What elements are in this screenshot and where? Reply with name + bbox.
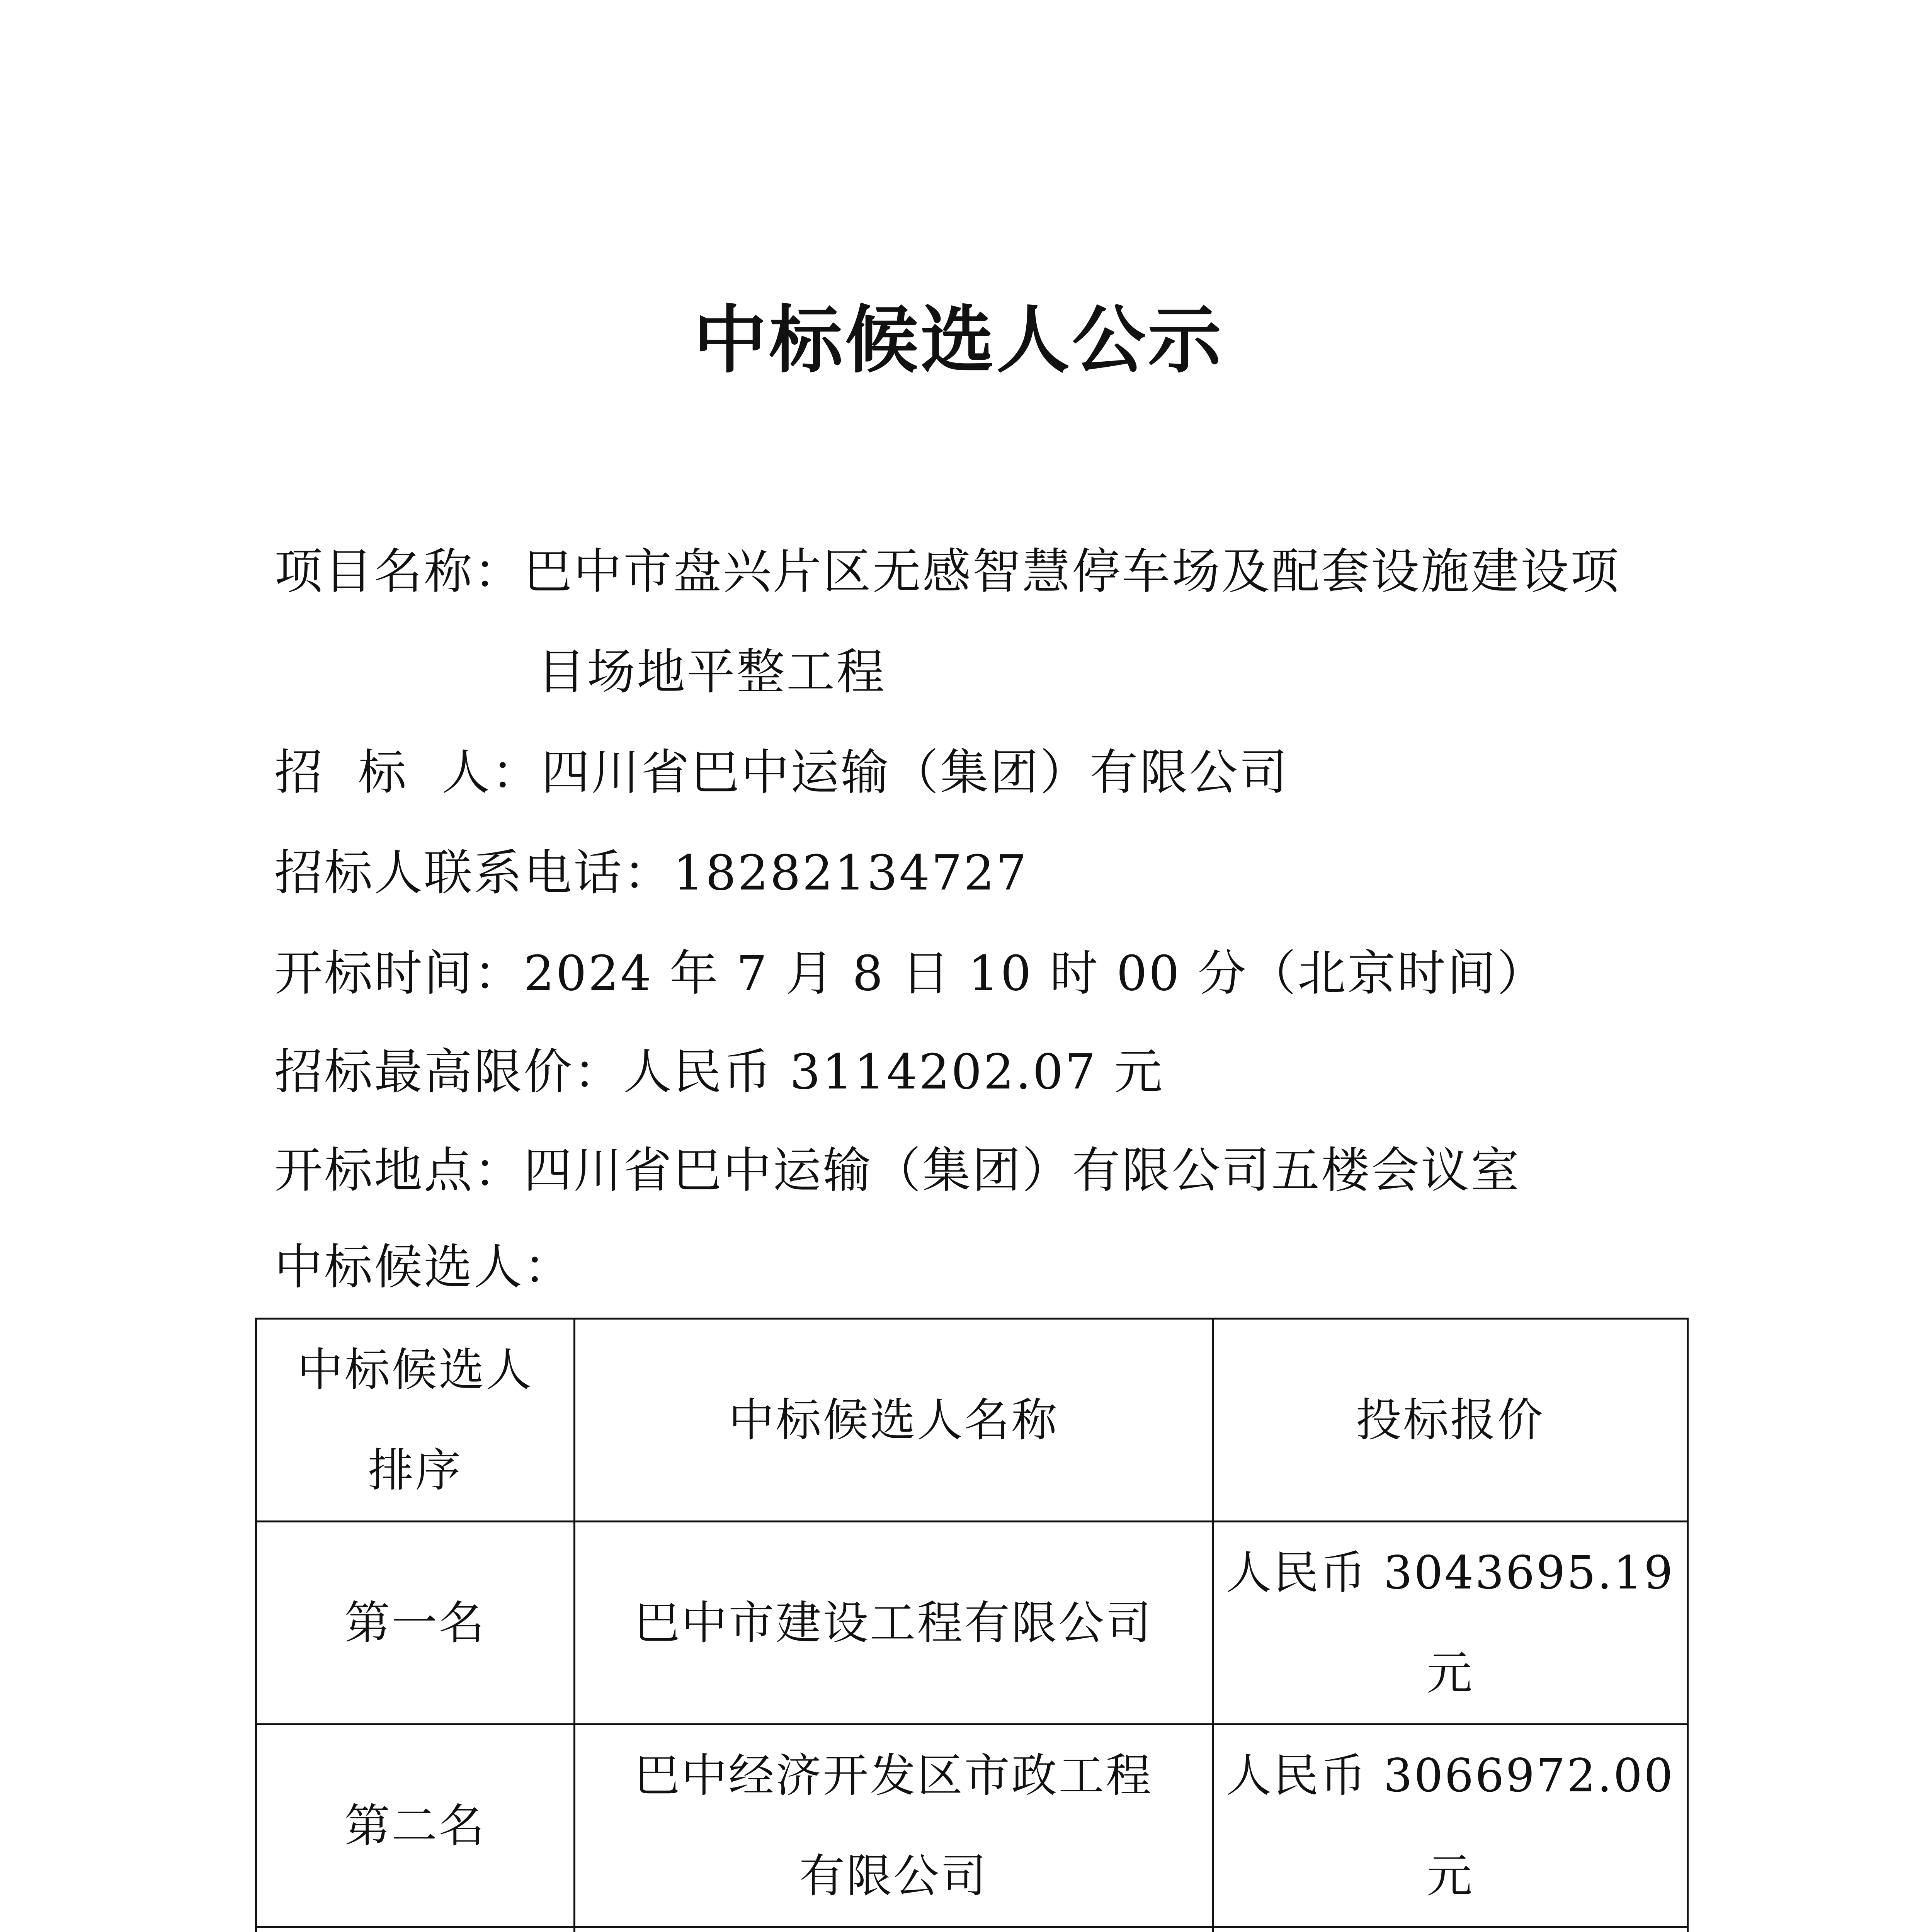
row-price: [1213, 1725, 1687, 1927]
row-name: [574, 1927, 1213, 1932]
max-price-value: 人民币 3114202.07 元: [623, 1044, 1164, 1100]
opening-time-value: 2024 年 7 月 8 日 10 时 00 分（北京时间）: [524, 946, 1547, 1002]
opening-place-label: 开标地点：: [274, 1143, 524, 1199]
candidates-label: 中标候选人：: [274, 1239, 573, 1295]
phone-field: [274, 835, 1028, 912]
row-rank: [256, 1522, 575, 1725]
opening-place-field: [274, 1132, 1521, 1209]
max-price-label: 招标最高限价：: [274, 1044, 623, 1100]
opening-place-value: 四川省巴中运输（集团）有限公司五楼会议室: [524, 1143, 1521, 1199]
row-price-line1: 人民币 3066972.00: [1226, 1749, 1675, 1802]
row-price-line1: [1226, 1928, 1675, 1932]
tenderer-value: 四川省巴中运输（集团）有限公司: [541, 745, 1289, 801]
table-header-row: [256, 1319, 1688, 1522]
tenderer-field: [274, 734, 1289, 811]
header-name: [574, 1319, 1213, 1522]
row-price-line2: 元: [1426, 1646, 1474, 1700]
phone-value: 18282134727: [673, 845, 1028, 901]
row-price-line2: 元: [1426, 1849, 1474, 1903]
row-name-line2: 有限公司: [799, 1849, 988, 1903]
project-name-value-line2: 目场地平整工程: [537, 644, 886, 700]
row-name-line1: [658, 1928, 1129, 1932]
row-name: [574, 1522, 1213, 1725]
header-price: [1213, 1319, 1687, 1522]
row-name: [574, 1725, 1213, 1927]
row-name-line1: 巴中市建设工程有限公司: [634, 1596, 1153, 1650]
row-rank-text: 第二名: [344, 1799, 486, 1852]
page-title: 中标候选人公示: [693, 297, 1224, 383]
candidates-table: [255, 1318, 1689, 1932]
table-row: [256, 1725, 1688, 1927]
project-name-label: 项目名称：: [274, 544, 524, 600]
header-rank-line2: 排序: [368, 1444, 463, 1497]
row-rank: [256, 1927, 575, 1932]
row-price: [1213, 1927, 1687, 1932]
row-price-line1: 人民币 3043695.19: [1226, 1546, 1675, 1599]
row-rank: [256, 1725, 575, 1927]
opening-time-label: 开标时间：: [274, 946, 524, 1002]
header-rank: [256, 1319, 575, 1522]
table-row: [256, 1522, 1688, 1725]
header-name-text: 中标候选人名称: [728, 1393, 1059, 1447]
header-rank-line1: 中标候选人: [297, 1343, 533, 1396]
table-row: [256, 1927, 1688, 1932]
project-name-field: [274, 533, 1620, 611]
phone-label: 招标人联系电话：: [274, 845, 673, 901]
tenderer-label: 招 标 人：: [274, 745, 541, 801]
project-name-value-line1: 巴中市盘兴片区无感智慧停车场及配套设施建设项: [524, 544, 1620, 600]
row-rank-text: 第一名: [344, 1596, 486, 1650]
row-name-line1: 巴中经济开发区市政工程: [634, 1749, 1153, 1802]
opening-time-field: [274, 935, 1547, 1012]
header-price-text: 投标报价: [1356, 1393, 1544, 1447]
row-price: [1213, 1522, 1687, 1725]
max-price-field: [274, 1034, 1164, 1111]
